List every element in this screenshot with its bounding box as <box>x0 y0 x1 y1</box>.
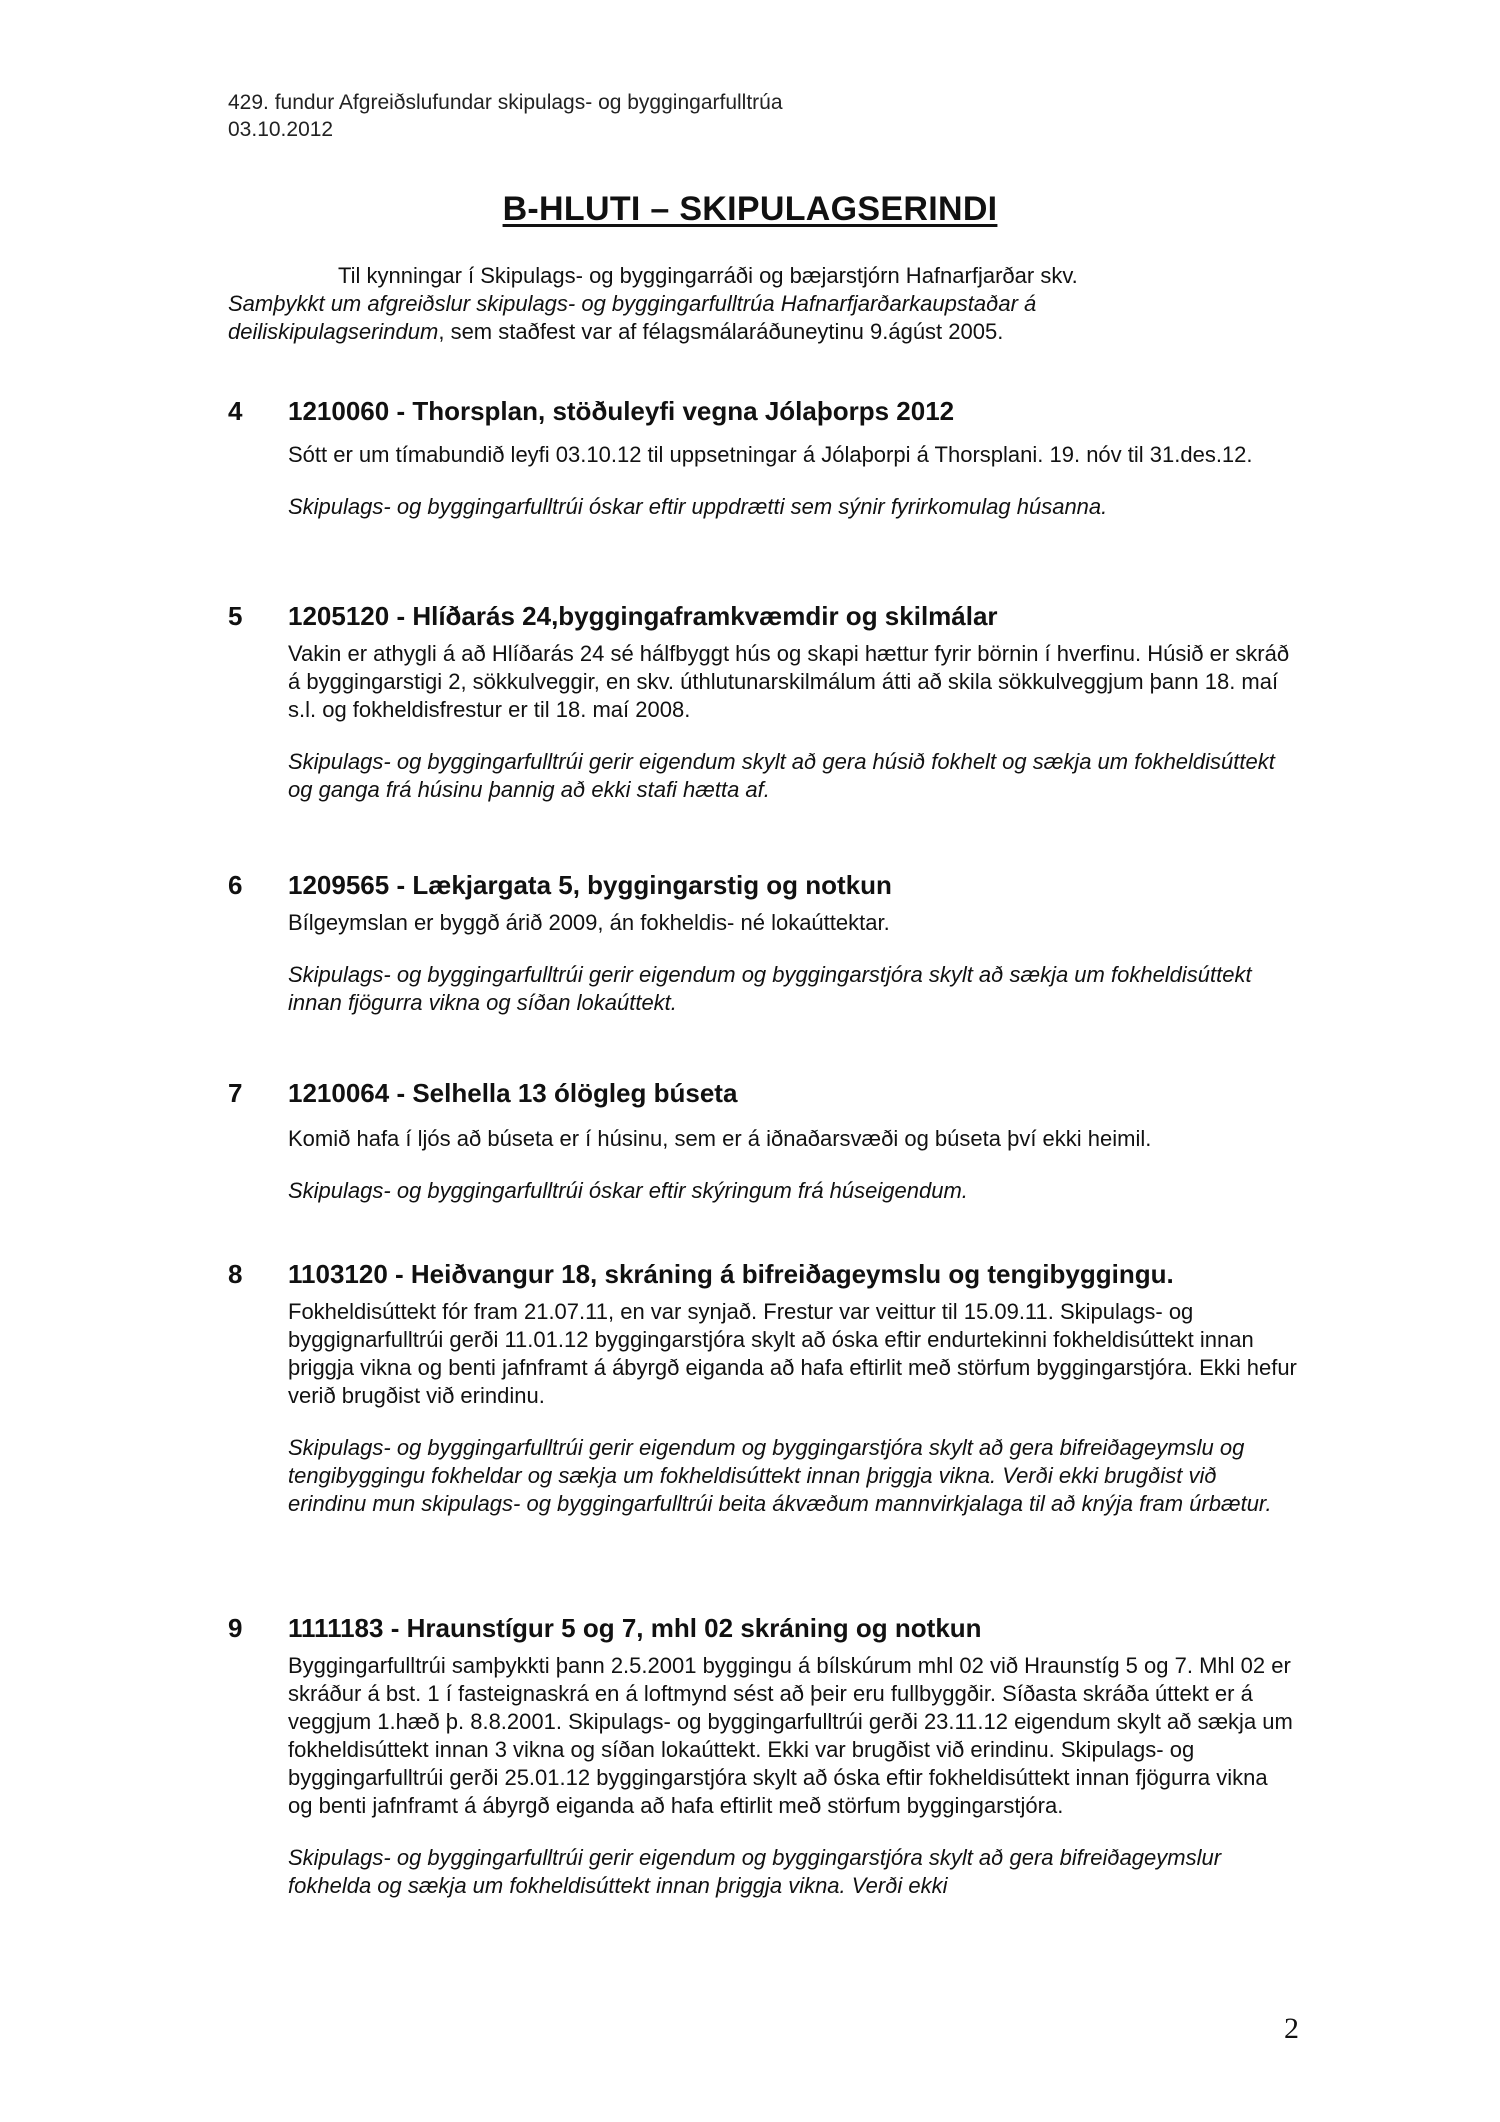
intro-regulation-name: Samþykkt um afgreiðslur skipulags- og byggingarfulltrúa Hafnarfjarðarkaupstaðar á deiliskipulagserindum <box>228 291 1037 344</box>
case-description: Bílgeymslan er byggð árið 2009, án fokheldis- né lokaúttektar. <box>288 910 890 935</box>
case-description: Sótt er um tímabundið leyfi 03.10.12 til uppsetningar á Jólaþorpi á Thorsplani. 19. nóv til 31.des.12. <box>288 442 1253 467</box>
case-number: 9 <box>228 1613 243 1643</box>
section-title: B-HLUTI – SKIPULAGSERINDI <box>502 190 998 228</box>
case-number: 7 <box>228 1078 243 1108</box>
case-item <box>228 869 1298 1017</box>
case-item <box>228 395 1298 521</box>
case-title: 1209565 - Lækjargata 5, byggingarstig og notkun <box>288 870 892 900</box>
case-description: Komið hafa í ljós að búseta er í húsinu, sem er á iðnaðarsvæði og búseta því ekki heimil. <box>288 1126 1152 1151</box>
case-item <box>228 600 1298 804</box>
case-heading <box>228 600 1298 634</box>
case-decision: Skipulags- og byggingarfulltrúi gerir eigendum og byggingarstjóra skylt að gera bifreiðageymslur fokhelda og sækja um fokheldisúttekt innan þriggja vikna. Verði ekki <box>288 1845 1222 1898</box>
case-heading <box>228 1612 1298 1646</box>
intro-text-2: , sem staðfest var af félagsmálaráðuneytinu 9.ágúst 2005. <box>438 319 1004 344</box>
case-decision: Skipulags- og byggingarfulltrúi gerir eigendum skylt að gera húsið fokhelt og sækja um fokheldisúttekt og ganga frá húsinu þannig að ekki stafi hætta af. <box>288 749 1275 802</box>
case-description: Vakin er athygli á að Hlíðarás 24 sé hálfbyggt hús og skapi hættur fyrir börnin í hverfinu. Húsið er skráð á byggingarstigi 2, sökkulveggir, en skv. úthlutunarskilmálum átti að skila sökkulveggjum þann 18. maí s.l. og fokheldisfrestur er til 18. maí 2008. <box>288 641 1290 722</box>
case-title: 1210064 - Selhella 13 ólögleg búseta <box>288 1078 738 1108</box>
case-number: 4 <box>228 396 243 426</box>
meeting-header <box>228 89 783 143</box>
case-item <box>228 1612 1298 1900</box>
case-title: 1111183 - Hraunstígur 5 og 7, mhl 02 skráning og notkun <box>288 1613 982 1643</box>
meeting-date: 03.10.2012 <box>228 118 334 141</box>
case-item <box>228 1258 1298 1518</box>
page-number: 2 <box>1284 2012 1299 2045</box>
case-heading <box>228 1258 1298 1292</box>
case-description: Fokheldisúttekt fór fram 21.07.11, en var synjað. Frestur var veittur til 15.09.11. Skipulags- og byggignarfulltrúi gerði 11.01.12 byggingarstjóra skylt að óska eftir endurtekinni fokheldisúttekt innan þriggja vikna og benti jafnframt á ábyrgð eiganda að hafa eftirlit með störfum byggingarstjóra. Ekki hefur verið brugðist við erindinu. <box>288 1299 1297 1408</box>
case-heading <box>228 395 1298 429</box>
case-description: Byggingarfulltrúi samþykkti þann 2.5.2001 byggingu á bílskúrum mhl 02 við Hraunstíg 5 og 7. Mhl 02 er skráður á bst. 1 í fasteignaskrá en á loftmynd sést að þeir eru fullbyggðir. Síðasta skráða úttekt er á veggjum 1.hæð þ. 8.8.2001. Skipulags- og byggingarfulltrúi gerði 23.11.12 eigendum skylt að sækja um fokheldisúttekt innan 3 vikna og síðan lokaúttekt. Ekki var brugðist við erindinu. Skipulags- og byggingarfulltrúi gerði 25.01.12 byggingarstjóra skylt að óska eftir fokheldisúttekt innan fjögurra vikna og benti jafnframt á ábyrgð eiganda að hafa eftirlit með störfum byggingarstjóra. <box>288 1653 1293 1818</box>
intro-text-1: Til kynningar í Skipulags- og byggingarráði og bæjarstjórn Hafnarfjarðar skv. <box>338 263 1078 288</box>
case-item <box>228 1077 1298 1205</box>
meeting-name: 429. fundur Afgreiðslufundar skipulags- og byggingarfulltrúa <box>228 91 783 114</box>
case-number: 6 <box>228 870 243 900</box>
case-heading <box>228 1077 1298 1111</box>
case-title: 1210060 - Thorsplan, stöðuleyfi vegna Jólaþorps 2012 <box>288 396 955 426</box>
case-decision: Skipulags- og byggingarfulltrúi gerir eigendum og byggingarstjóra skylt að sækja um fokheldisúttekt innan fjögurra vikna og síðan lokaúttekt. <box>288 962 1252 1015</box>
case-decision: Skipulags- og byggingarfulltrúi óskar eftir skýringum frá húseigendum. <box>288 1178 968 1203</box>
case-number: 5 <box>228 601 243 631</box>
case-title: 1103120 - Heiðvangur 18, skráning á bifreiðageymslu og tengibyggingu. <box>288 1259 1174 1289</box>
case-heading <box>228 869 1298 903</box>
case-decision: Skipulags- og byggingarfulltrúi gerir eigendum og byggingarstjóra skylt að gera bifreiðageymslu og tengibyggingu fokheldar og sækja um fokheldisúttekt innan þriggja vikna. Verði ekki brugðist við erindinu mun skipulags- og byggingarfulltrúi beita ákvæðum mannvirkjalaga til að knýja fram úrbætur. <box>288 1435 1272 1516</box>
intro-paragraph <box>228 262 1178 346</box>
case-number: 8 <box>228 1259 243 1289</box>
case-title: 1205120 - Hlíðarás 24,byggingaframkvæmdir og skilmálar <box>288 601 998 631</box>
case-decision: Skipulags- og byggingarfulltrúi óskar eftir uppdrætti sem sýnir fyrirkomulag húsanna. <box>288 494 1108 519</box>
